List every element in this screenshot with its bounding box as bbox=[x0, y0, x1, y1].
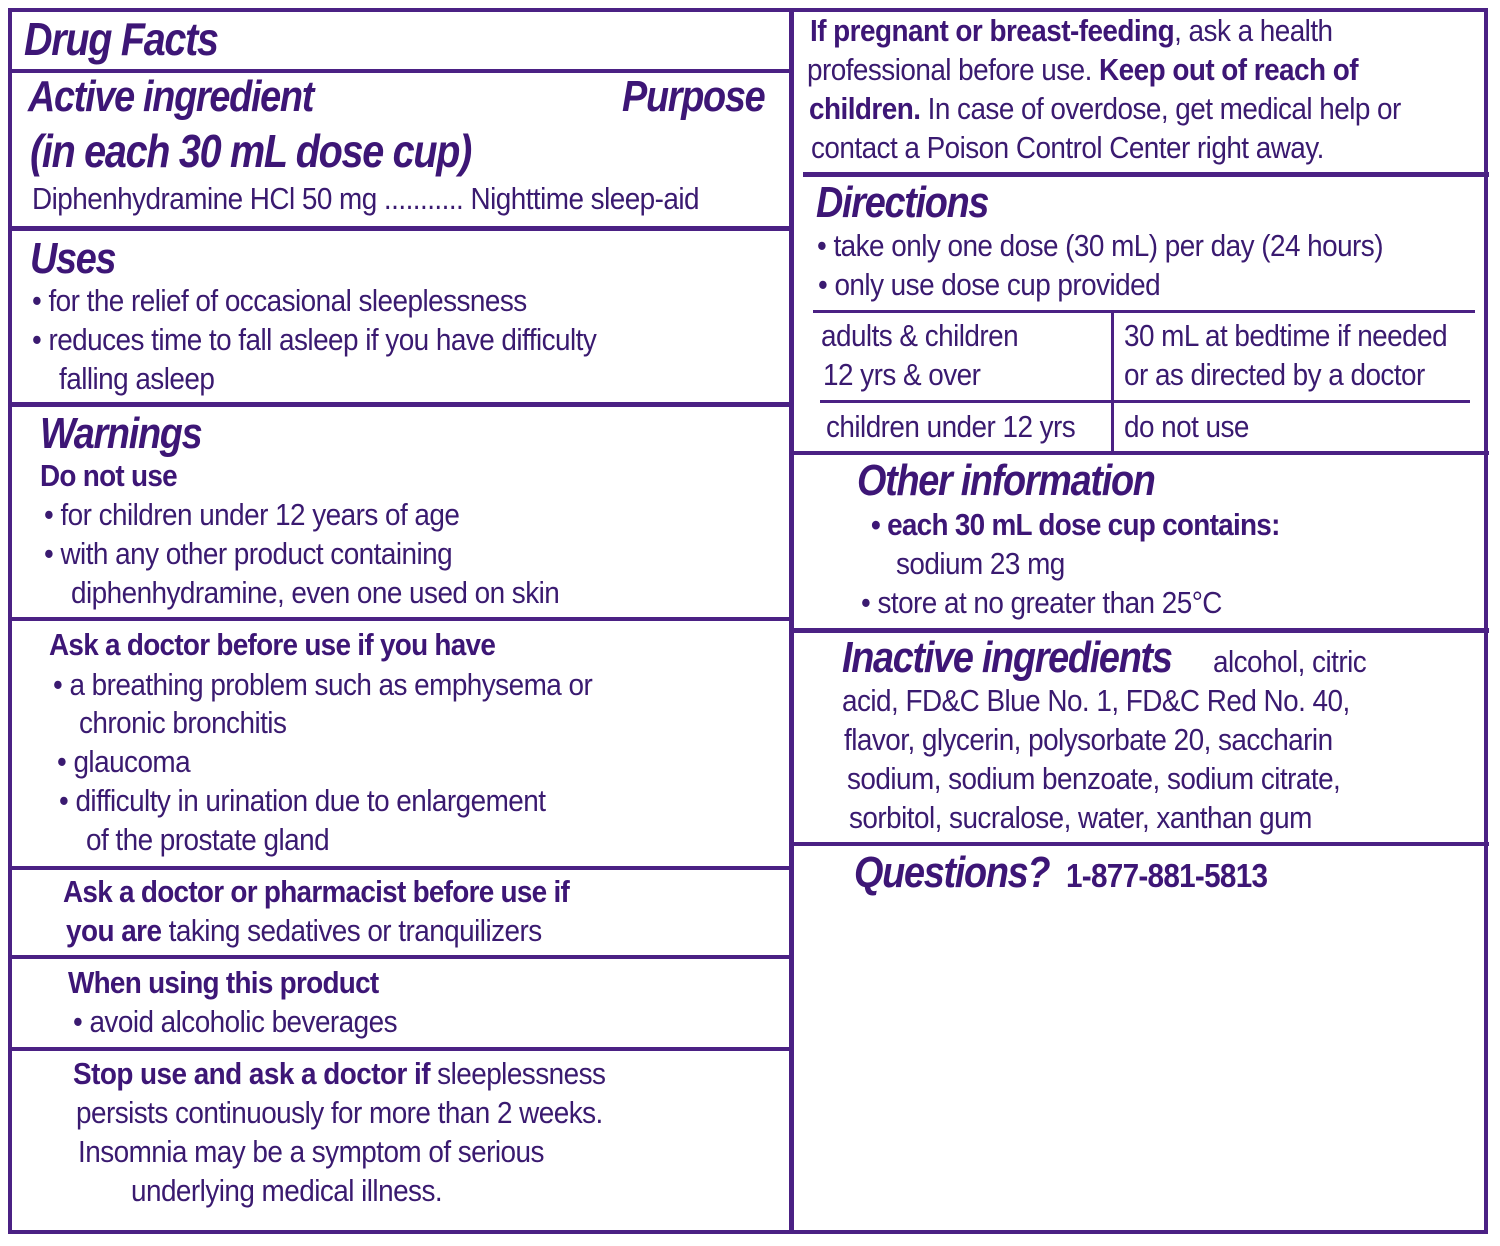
inactive-line: sodium, sodium benzoate, sodium citrate, bbox=[847, 761, 1341, 796]
when-using-heading: When using this product bbox=[68, 965, 379, 1000]
directions-table-top bbox=[813, 310, 1475, 313]
uses-item: • reduces time to fall asleep if you have difficulty bbox=[32, 322, 596, 358]
warning-item: • with any other product containing bbox=[44, 536, 452, 572]
pregnancy-line bbox=[807, 52, 1358, 88]
ask-pharmacist-bold: you are bbox=[66, 913, 162, 948]
stop-use-bold: Stop use and ask a doctor if bbox=[73, 1056, 430, 1091]
warning-item: • for children under 12 years of age bbox=[44, 497, 459, 533]
ask-doctor-heading: Ask a doctor before use if you have bbox=[49, 627, 496, 662]
uses-item: • for the relief of occasional sleeplessness bbox=[32, 283, 527, 319]
active-ingredient-subheading: (in each 30 mL dose cup) bbox=[30, 125, 471, 177]
ask-pharmacist-line bbox=[66, 913, 542, 949]
ask-doctor-item: • glaucoma bbox=[57, 744, 190, 780]
ingredient-line: Diphenhydramine HCl 50 mg ........... Nighttime sleep-aid bbox=[32, 181, 700, 216]
divider-active bbox=[8, 226, 791, 231]
divider-pregnancy bbox=[803, 172, 1489, 177]
divider-inactive bbox=[790, 842, 1489, 846]
stop-use-line bbox=[73, 1056, 605, 1092]
when-using-item: • avoid alcoholic beverages bbox=[73, 1004, 397, 1040]
divider-warnings bbox=[8, 617, 791, 621]
divider-when-using bbox=[8, 1047, 791, 1051]
pregnancy-text: professional before use. bbox=[807, 52, 1100, 87]
directions-heading: Directions bbox=[816, 178, 989, 227]
inactive-line: sorbitol, sucralose, water, xanthan gum bbox=[849, 800, 1312, 835]
ask-doctor-item: • difficulty in urination due to enlargement bbox=[59, 783, 545, 819]
inactive-line: alcohol, citric bbox=[1213, 644, 1367, 679]
directions-table-dose: do not use bbox=[1124, 409, 1249, 444]
directions-item: • only use dose cup provided bbox=[818, 267, 1160, 303]
directions-table-dose: 30 mL at bedtime if needed bbox=[1124, 318, 1448, 353]
active-ingredient-heading: Active ingredient bbox=[28, 72, 314, 121]
children-bold: children. bbox=[809, 91, 921, 126]
other-info-item: • store at no greater than 25°C bbox=[861, 585, 1222, 621]
directions-item: • take only one dose (30 mL) per day (24 hours) bbox=[817, 228, 1383, 264]
uses-item-cont: falling asleep bbox=[59, 361, 215, 396]
other-info-heading: Other information bbox=[857, 456, 1155, 505]
directions-table-who: children under 12 yrs bbox=[826, 409, 1076, 444]
stop-use-line: Insomnia may be a symptom of serious bbox=[78, 1134, 544, 1169]
inactive-heading: Inactive ingredients bbox=[842, 633, 1172, 682]
divider-directions bbox=[790, 451, 1489, 455]
page-title: Drug Facts bbox=[24, 13, 218, 65]
questions-phone: 1-877-881-5813 bbox=[1066, 857, 1268, 894]
ask-doctor-item: • a breathing problem such as emphysema or bbox=[53, 667, 592, 703]
pregnancy-line bbox=[810, 13, 1333, 49]
ask-doctor-item-cont: chronic bronchitis bbox=[79, 705, 287, 740]
ask-pharmacist-heading: Ask a doctor or pharmacist before use if bbox=[63, 874, 570, 909]
keep-out-bold: Keep out of reach of bbox=[1099, 52, 1358, 87]
directions-table-who: 12 yrs & over bbox=[823, 357, 981, 392]
questions-heading: Questions? bbox=[854, 848, 1050, 897]
inactive-line: acid, FD&C Blue No. 1, FD&C Red No. 40, bbox=[842, 683, 1350, 718]
stop-use-line: underlying medical illness. bbox=[131, 1173, 443, 1208]
ask-doctor-item-cont: of the prostate gland bbox=[86, 822, 330, 857]
directions-table-who: adults & children bbox=[821, 318, 1019, 353]
pregnancy-bold: If pregnant or breast-feeding bbox=[810, 13, 1175, 48]
directions-table-col bbox=[1111, 310, 1114, 453]
overdose-text: In case of overdose, get medical help or bbox=[920, 91, 1401, 126]
directions-table-mid bbox=[820, 400, 1470, 403]
divider-ask-doctor bbox=[8, 866, 791, 870]
divider-uses bbox=[8, 402, 791, 407]
uses-heading: Uses bbox=[30, 234, 116, 283]
stop-use-rest: sleeplessness bbox=[429, 1056, 606, 1091]
pregnancy-line: contact a Poison Control Center right away. bbox=[811, 130, 1324, 165]
pregnancy-rest: , ask a health bbox=[1174, 13, 1333, 48]
pregnancy-line bbox=[809, 91, 1401, 127]
do-not-use-heading: Do not use bbox=[40, 458, 177, 493]
other-info-item-bold: • each 30 mL dose cup contains: bbox=[871, 507, 1280, 543]
divider-ask-pharmacist bbox=[8, 955, 791, 959]
other-info-item-cont: sodium 23 mg bbox=[896, 546, 1065, 581]
directions-table-dose: or as directed by a doctor bbox=[1124, 357, 1425, 392]
stop-use-line: persists continuously for more than 2 weeks. bbox=[76, 1095, 603, 1130]
warnings-heading: Warnings bbox=[40, 409, 202, 458]
purpose-heading: Purpose bbox=[622, 72, 765, 121]
inactive-line: flavor, glycerin, polysorbate 20, saccharin bbox=[844, 722, 1333, 757]
warning-item-cont: diphenhydramine, even one used on skin bbox=[71, 575, 560, 610]
ask-pharmacist-rest: taking sedatives or tranquilizers bbox=[161, 913, 542, 948]
